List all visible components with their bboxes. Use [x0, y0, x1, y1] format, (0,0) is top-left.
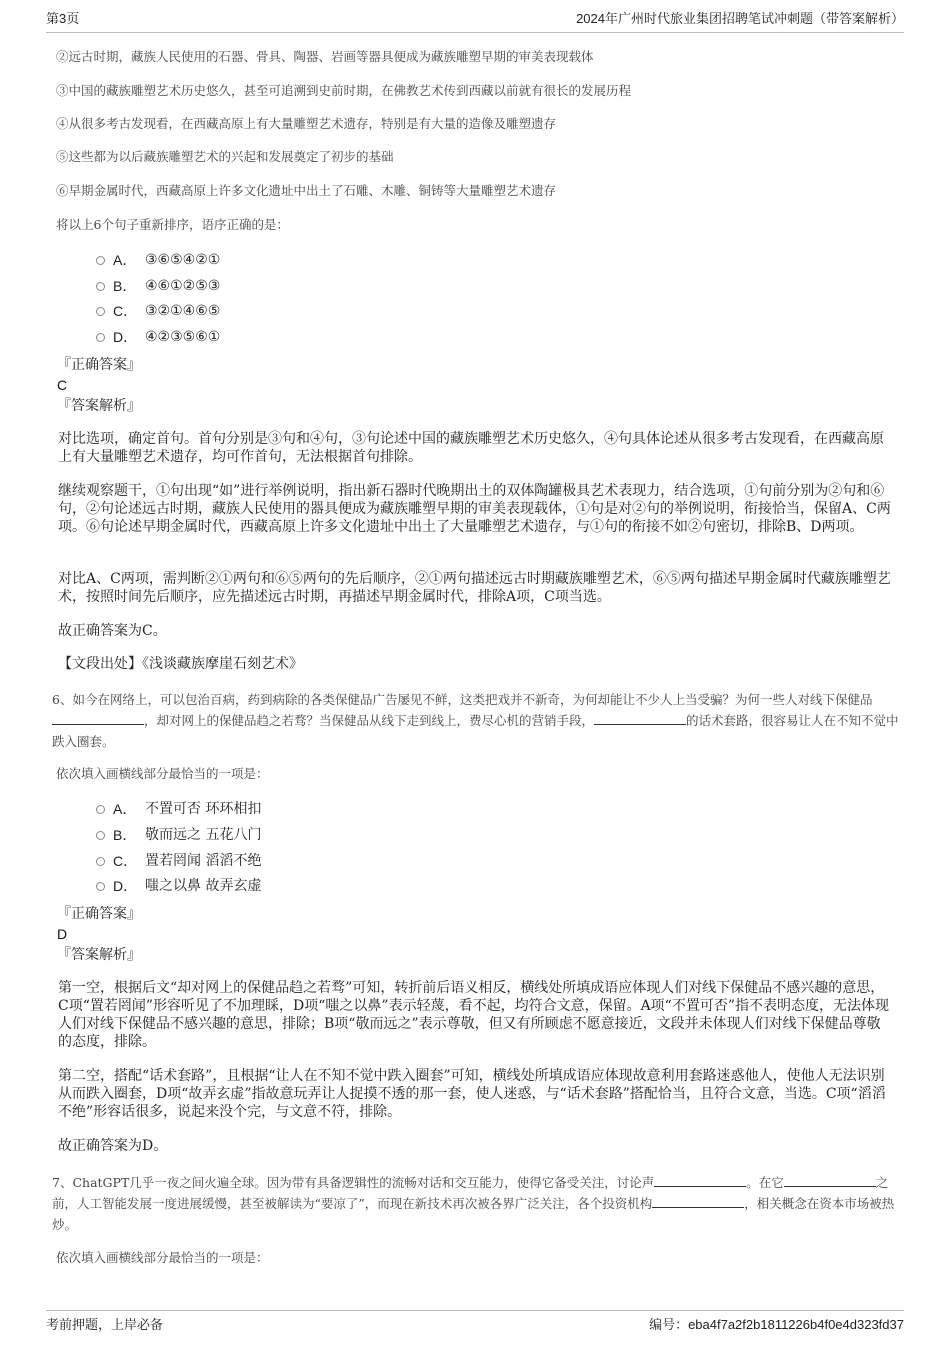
explanation-conclusion: 故正确答案为D。: [58, 1138, 168, 1154]
question-prompt: 依次填入画横线部分最恰当的一项是：: [56, 1250, 269, 1265]
option-c[interactable]: [96, 852, 261, 870]
sentence-4: ④从很多考古发现看，在西藏高原上有大量雕塑艺术遗存，特别是有大量的造像及雕塑遗存: [56, 116, 557, 131]
explanation-paragraph: 继续观察题干，①句出现“如”进行举例说明，指出新石器时代晚期出土的双体陶罐极具艺术表现力，结合选项，①句前分别为②句和⑥句，②句论述远古时期，藏族人民使用的器具便成为藏族雕塑早期的审美表现载体，①句是对②句的举例说明，衔接恰当，保留A、C两项。⑥句论述早期金属时代，西藏高原上许多文化遗址中出土了大量雕塑艺术遗存，与①句的衔接不如②句密切，排除B、D两项。: [58, 483, 891, 535]
answer-label: 『正确答案』: [57, 357, 141, 373]
explanation-conclusion: 故正确答案为C。: [58, 623, 167, 639]
option-letter: B．: [113, 278, 137, 294]
sentence-3: ③中国的藏族雕塑艺术历史悠久，甚至可追溯到史前时期，在佛教艺术传到西藏以前就有很长的发展历程: [56, 83, 632, 98]
radio-icon[interactable]: [96, 831, 105, 840]
question-prompt: 依次填入画横线部分最恰当的一项是：: [56, 766, 269, 781]
option-d[interactable]: [96, 877, 261, 895]
explanation-paragraph: 对比A、C两项，需判断②①两句和⑥⑤两句的先后顺序，②①两句描述远古时期藏族雕塑艺术，⑥⑤两句描述早期金属时代藏族雕塑艺术，按照时间先后顺序，应先描述远古时期，再描述早期金属时代，排除A项，C项当选。: [58, 571, 891, 605]
option-letter: B．: [113, 827, 137, 843]
radio-icon[interactable]: [96, 282, 105, 291]
blank-line: [784, 1176, 876, 1187]
explanation-paragraph: 对比选项，确定首句。首句分别是③句和④句，③句论述中国的藏族雕塑艺术历史悠久，④句具体论述从很多考古发现看，在西藏高原上有大量雕塑艺术遗存，均可作首句，无法根据首句排除。: [58, 431, 884, 465]
document-id: 编号：eba4f7a2f2b1811226b4f0e4d323fd37: [649, 1317, 904, 1332]
option-text: 敬而远之 五花八门: [145, 827, 262, 843]
correct-answer: D: [57, 926, 68, 942]
option-b[interactable]: [96, 277, 220, 295]
option-letter: C．: [113, 853, 138, 869]
question-prompt: 将以上6个句子重新排序，语序正确的是：: [56, 217, 289, 232]
option-letter: A．: [113, 252, 137, 268]
radio-icon[interactable]: [96, 882, 105, 891]
option-text: ④②③⑤⑥①: [145, 329, 221, 345]
footer-slogan: 考前押题，上岸必备: [46, 1318, 164, 1333]
answer-label: 『正确答案』: [57, 906, 141, 922]
sentence-6: ⑥早期金属时代，西藏高原上许多文化遗址中出土了石雕、木雕、铜铸等大量雕塑艺术遗存: [56, 183, 557, 198]
blank-line: [654, 1176, 746, 1187]
radio-icon[interactable]: [96, 307, 105, 316]
explanation-label: 『答案解析』: [57, 398, 141, 414]
option-text: ③⑥⑤④②①: [145, 252, 221, 268]
footer-divider: [46, 1310, 904, 1311]
explanation-label: 『答案解析』: [57, 947, 141, 963]
correct-answer: C: [57, 377, 68, 393]
option-text: 不置可否 环环相扣: [145, 801, 262, 817]
radio-icon[interactable]: [96, 857, 105, 866]
option-letter: D．: [113, 878, 138, 894]
radio-icon[interactable]: [96, 805, 105, 814]
page-number: 第3页: [46, 11, 80, 26]
sentence-2: ②远古时期，藏族人民使用的石器、骨具、陶器、岩画等器具便成为藏族雕塑早期的审美表现载体: [56, 49, 594, 64]
header-divider: [46, 32, 904, 33]
document-title: 2024年广州时代旅业集团招聘笔试冲刺题（带答案解析）: [576, 11, 904, 26]
explanation-paragraph: 第一空，根据后文“却对网上的保健品趋之若骛”可知，转折前后语义相反，横线处所填成语应体现人们对线下保健品不感兴趣的意思，C项“置若罔闻”形容听见了不加理睬，D项“嗤之以鼻”表示轻蔑，看不起，均符合文意，保留。A项“不置可否”指不表明态度，无法体现人们对线下保健品不感兴趣的意思，排除；B项“敬而远之”表示尊敬，但又有所顾虑不愿意接近，文段并未体现人们对线下保健品尊敬的态度，排除。: [58, 980, 889, 1050]
option-text: ④⑥①②⑤③: [145, 278, 221, 294]
option-b[interactable]: [96, 826, 261, 844]
option-text: 置若罔闻 滔滔不绝: [145, 853, 262, 869]
source-citation: 【文段出处】《浅谈藏族摩崖石刻艺术》: [58, 656, 303, 672]
radio-icon[interactable]: [96, 333, 105, 342]
option-letter: C．: [113, 303, 138, 319]
option-c[interactable]: [96, 302, 220, 320]
option-a[interactable]: [96, 800, 261, 818]
option-d[interactable]: [96, 328, 220, 346]
explanation-paragraph: 第二空，搭配“话术套路”，且根据“让人在不知不觉中跌入圈套”可知，横线处所填成语应体现故意利用套路迷惑他人，使他人无法识别从而跌入圈套，D项“故弄玄虚”指故意玩弄让人捉摸不透的那一套，使人迷惑，与“话术套路”搭配恰当，且符合文意，当选。C项“滔滔不绝”形容话很多，说起来没个完，与文意不符，排除。: [58, 1068, 886, 1120]
blank-line: [594, 714, 686, 725]
radio-icon[interactable]: [96, 256, 105, 265]
option-letter: A．: [113, 801, 137, 817]
option-a[interactable]: [96, 251, 220, 269]
option-text: ③②①④⑥⑤: [145, 303, 221, 319]
sentence-5: ⑤这些都为以后藏族雕塑艺术的兴起和发展奠定了初步的基础: [56, 149, 394, 164]
question-stem: 6、如今在网络上，可以包治百病，药到病除的各类保健品广告屡见不鲜，这类把戏并不新奇，为何却能让不少人上当受骗？为何一些人对线下保健品，却对网上的保健品趋之若骛？当保健品从线下走到线上，费尽心机的营销手段， 的话术套路，很容易让人在不知不觉中跌入圈套。: [52, 692, 899, 749]
question-stem: 7、ChatGPT几乎一夜之间火遍全球。因为带有具备逻辑性的流畅对话和交互能力，使得它备受关注，讨论声 。在它 之前，人工智能发展一度进展缓慢，甚至被解读为“要凉了”，而现在新技术再次被各界广泛关注，各个投资机构 ，相关概念在资本市场被热炒。: [52, 1175, 895, 1232]
blank-line: [52, 714, 144, 725]
blank-line: [652, 1197, 744, 1208]
option-letter: D．: [113, 329, 138, 345]
option-text: 嗤之以鼻 故弄玄虚: [145, 878, 262, 894]
